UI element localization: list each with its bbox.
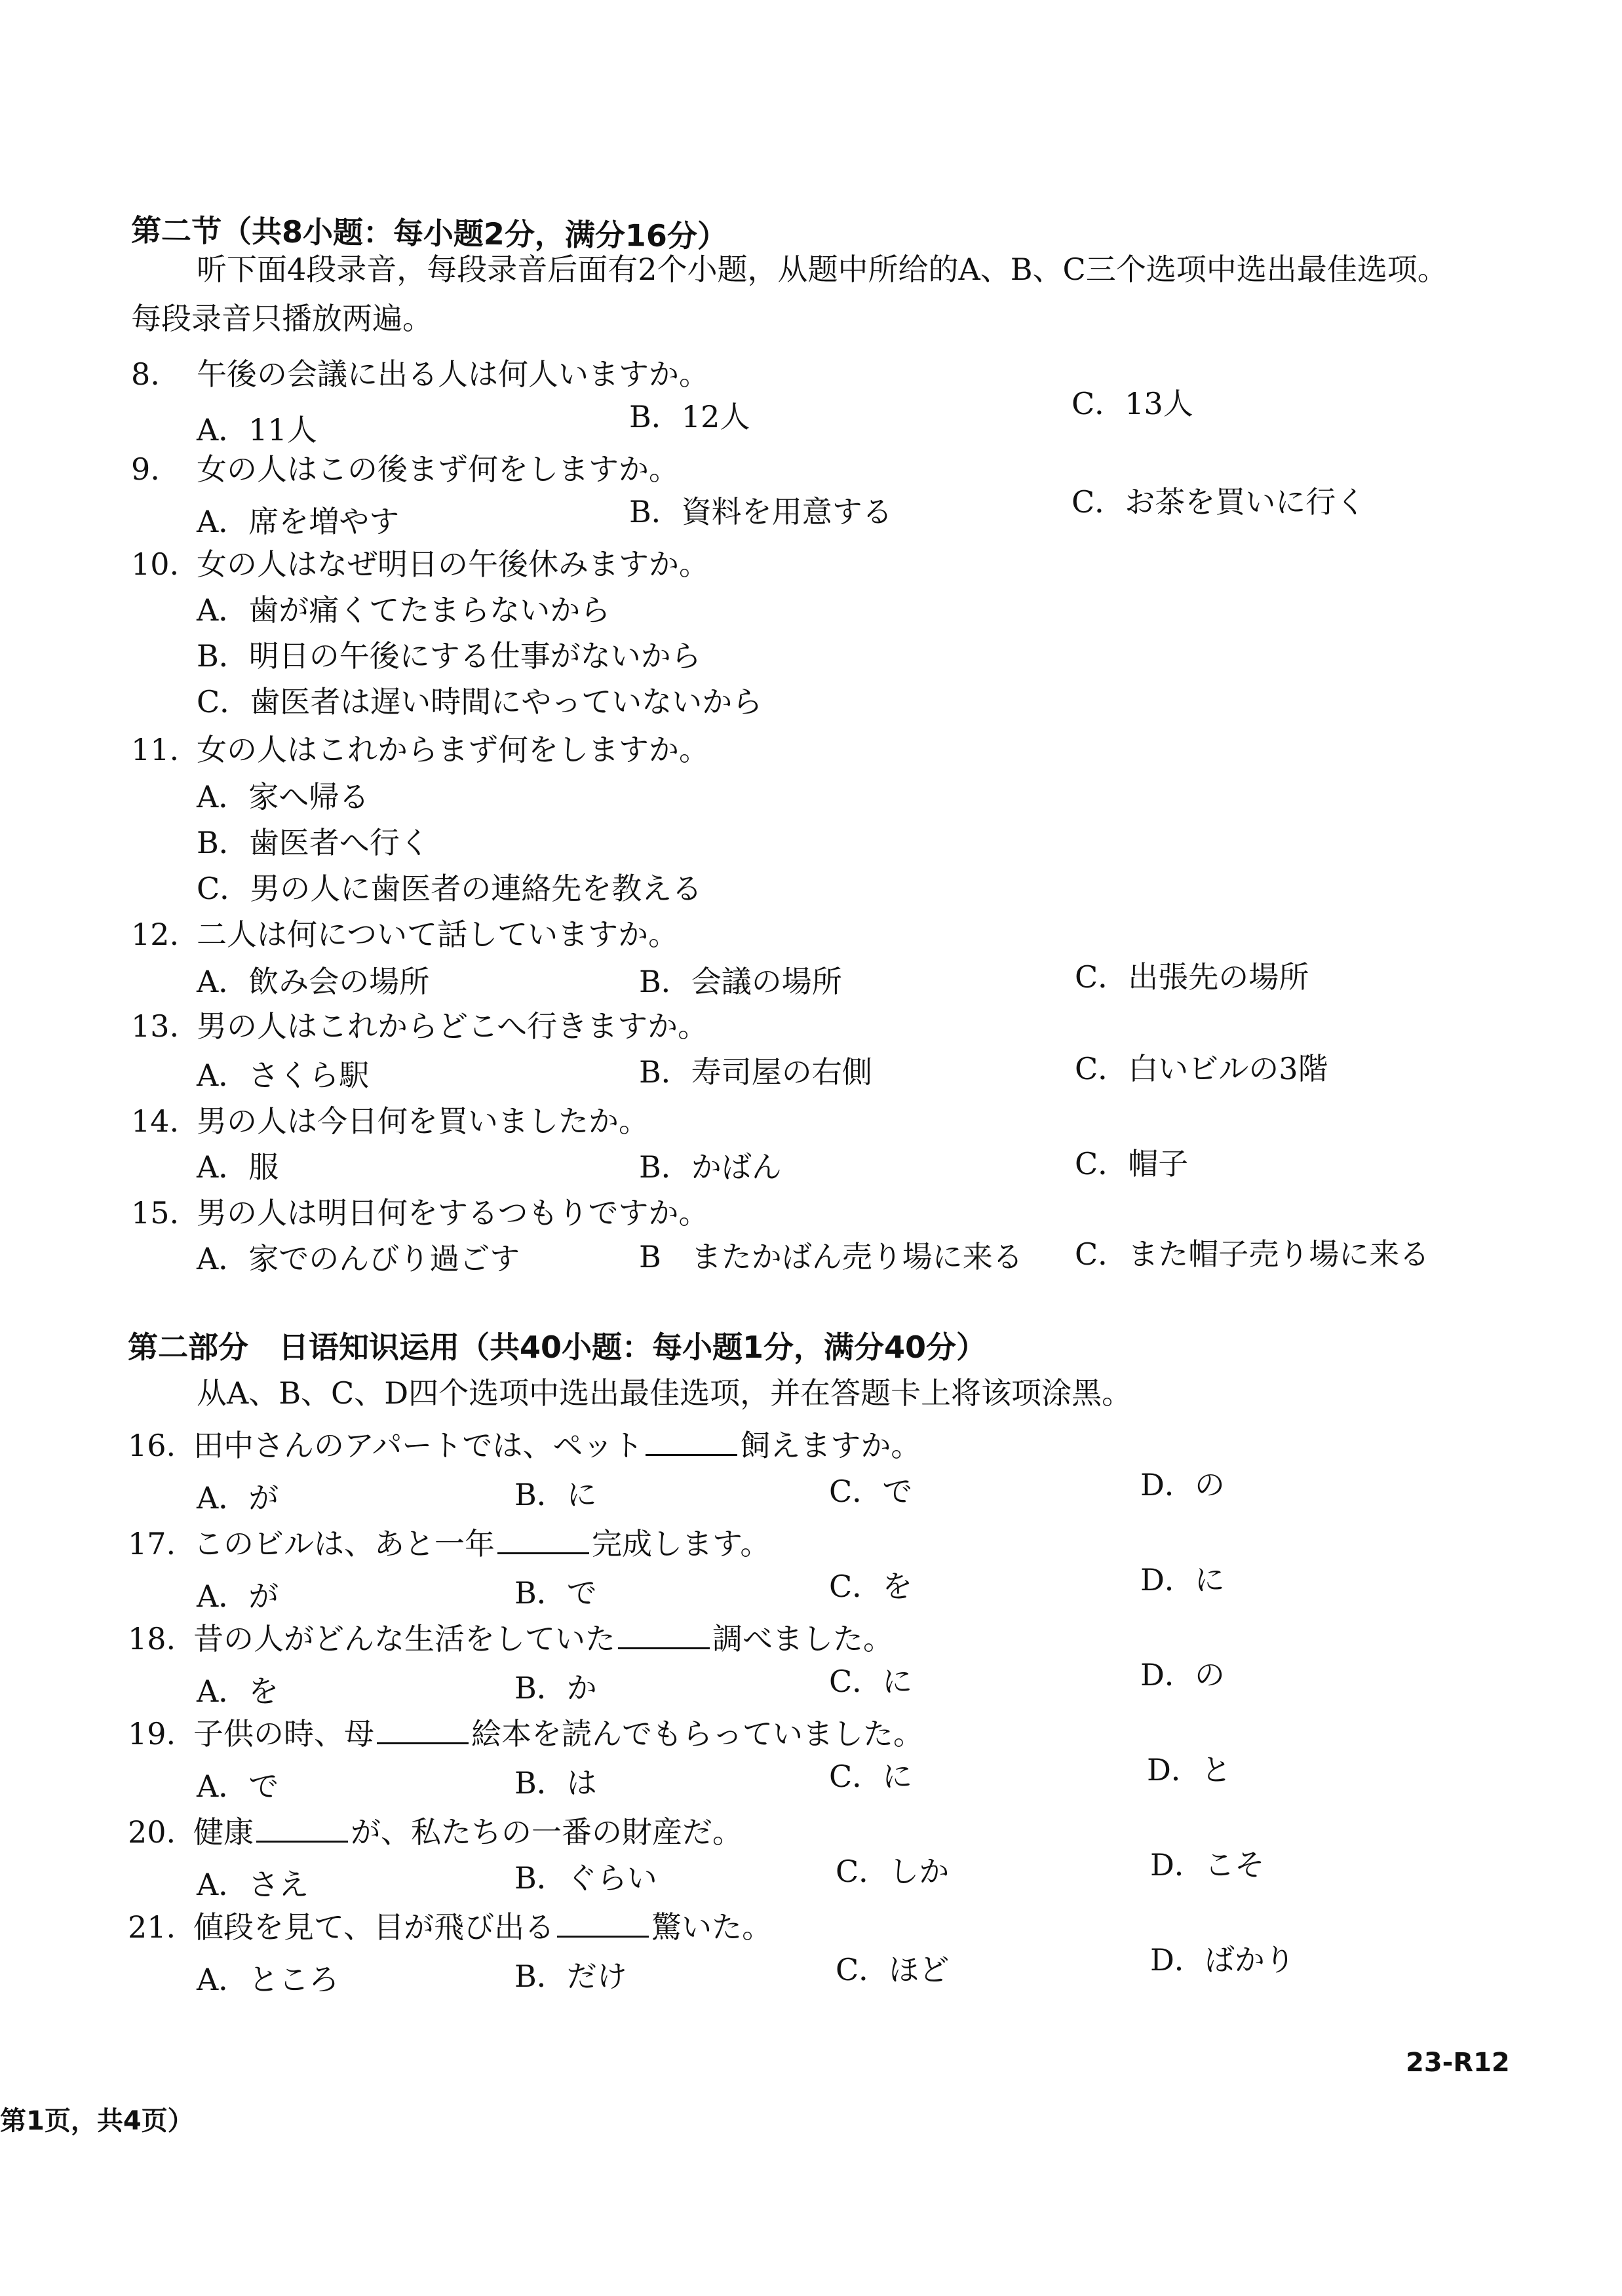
answer-blank <box>646 1430 737 1456</box>
option-a: A．服 <box>197 1149 279 1185</box>
option-c: C．お茶を買いに行く <box>1072 484 1366 520</box>
question-text: 女の人はこれからまず何をしますか。 <box>197 732 709 767</box>
option-b: B．明日の午後にする仕事がないから <box>197 638 701 674</box>
option-b: B またかばん売り場に来る <box>639 1239 1023 1274</box>
option-c: C．に <box>829 1759 913 1794</box>
question <box>131 446 679 489</box>
question-number: 14. <box>131 1103 180 1139</box>
question-text-pre: 田中さんのアパートでは、ペット <box>193 1428 644 1463</box>
question-number: 9. <box>131 451 160 487</box>
option-c: C．白いビルの3階 <box>1075 1051 1328 1086</box>
question-number: 12. <box>131 917 180 952</box>
answer-blank <box>256 1817 348 1843</box>
question-text: 男の人は今日何を買いましたか。 <box>197 1103 649 1139</box>
option-c: C．に <box>829 1664 913 1699</box>
option-b: B．12人 <box>629 399 750 434</box>
option-b: B．歯医者へ行く <box>197 825 430 860</box>
part-instruction: 从A、B、C、D四个选项中选出最佳选项，并在答题卡上将该项涂黑。 <box>197 1375 1132 1411</box>
question <box>131 351 709 394</box>
option-d: D．と <box>1147 1752 1231 1788</box>
option-d: D．こそ <box>1150 1847 1265 1883</box>
question <box>131 1189 709 1233</box>
option-d: D．ばかり <box>1150 1942 1295 1978</box>
question-number: 16. <box>128 1428 176 1463</box>
option-a: A．歯が痛くてたまらないから <box>197 592 611 628</box>
option-a: A．家へ帰る <box>197 779 370 814</box>
question-number: 11. <box>131 732 180 767</box>
question-number: 15. <box>131 1195 180 1231</box>
option-b: B．に <box>514 1477 597 1512</box>
option-c: C．しか <box>836 1854 950 1889</box>
question-text: 午後の会議に出る人は何人いますか。 <box>197 356 709 392</box>
option-a: A．席を増やす <box>197 504 400 539</box>
option-d: D．の <box>1140 1657 1225 1693</box>
question-text: 男の人はこれからどこへ行きますか。 <box>197 1008 708 1044</box>
option-a: A．で <box>197 1769 279 1804</box>
question-text-post: 調べました。 <box>712 1621 893 1656</box>
question <box>128 1710 923 1753</box>
question-number: 17. <box>128 1526 176 1561</box>
option-b: B．ぐらい <box>514 1860 657 1896</box>
option-a: A．飲み会の場所 <box>197 964 430 999</box>
option-b: B．は <box>514 1765 597 1801</box>
question-text: 二人は何について話していますか。 <box>197 917 679 952</box>
option-a: A．ところ <box>197 1962 339 1997</box>
question-text: 女の人はこの後まず何をしますか。 <box>197 451 679 487</box>
option-d: D．の <box>1140 1467 1225 1502</box>
question-text-pre: 値段を見て、目が飛び出る <box>193 1909 555 1945</box>
question <box>128 1808 743 1852</box>
question <box>128 1422 921 1465</box>
question-text: 男の人は明日何をするつもりですか。 <box>197 1195 709 1231</box>
answer-blank <box>377 1719 469 1744</box>
option-b: B．か <box>514 1670 597 1706</box>
section-instruction: 听下面4段录音，每段录音后面有2个小题，从题中所给的A、B、C三个选项中选出最佳选项。 <box>197 252 1448 287</box>
question-number: 20. <box>128 1814 176 1850</box>
question-text-post: が、私たちの一番の財産だ。 <box>351 1814 743 1850</box>
option-c: C．出張先の場所 <box>1075 959 1309 995</box>
option-c: C．歯医者は遅い時間にやっていないから <box>197 684 763 719</box>
option-c: C．13人 <box>1072 386 1193 421</box>
question <box>128 1615 893 1658</box>
answer-blank <box>497 1529 589 1554</box>
option-c: C．ほど <box>836 1952 950 1987</box>
question-text-post: 完成します。 <box>592 1526 771 1561</box>
section-heading: 第二节（共8小题：每小题2分，满分16分） <box>130 212 728 254</box>
question <box>128 1520 770 1563</box>
page-footer: 第1页，共4页） <box>0 2106 194 2136</box>
option-c: C．男の人に歯医者の連絡先を教える <box>197 871 703 906</box>
option-a: A．が <box>197 1480 279 1516</box>
question-text-post: 驚いた。 <box>651 1909 773 1945</box>
question-number: 8. <box>131 356 160 392</box>
option-a: A．が <box>197 1578 279 1614</box>
option-b: B．会議の場所 <box>639 964 842 999</box>
part-heading: 第二部分 日语知识运用（共40小题：每小题1分，满分40分） <box>128 1330 987 1365</box>
option-c: C．また帽子売り場に来る <box>1075 1236 1430 1272</box>
section-instruction-cont: 每段录音只播放两遍。 <box>131 301 433 336</box>
answer-blank <box>618 1624 710 1649</box>
question-number: 10. <box>131 546 180 582</box>
option-a: A．を <box>197 1674 279 1709</box>
option-b: B．寿司屋の右側 <box>639 1054 872 1090</box>
option-b: B．資料を用意する <box>629 494 893 529</box>
option-c: C．を <box>829 1569 913 1604</box>
question <box>131 1003 708 1046</box>
question-number: 21. <box>128 1909 176 1945</box>
question-number: 13. <box>131 1008 180 1044</box>
option-a: A．さくら駅 <box>197 1058 370 1093</box>
question-text-pre: 昔の人がどんな生活をしていた <box>193 1621 615 1656</box>
option-b: B．で <box>514 1575 597 1611</box>
question-text-post: 飼えますか。 <box>740 1428 921 1463</box>
question <box>131 541 709 584</box>
question-text: 女の人はなぜ明日の午後休みますか。 <box>197 546 709 582</box>
option-d: D．に <box>1140 1562 1225 1598</box>
question <box>131 1098 649 1141</box>
option-b: B．だけ <box>514 1959 627 1994</box>
question <box>128 1904 772 1947</box>
option-a: A．さえ <box>197 1867 309 1902</box>
question-text-pre: 健康 <box>193 1814 254 1850</box>
option-c: C．帽子 <box>1075 1146 1189 1181</box>
question-number: 19. <box>128 1716 176 1751</box>
answer-blank <box>557 1912 649 1938</box>
question-number: 18. <box>128 1621 176 1656</box>
option-c: C．で <box>829 1474 913 1509</box>
option-a: A．11人 <box>197 412 317 448</box>
question <box>131 726 709 769</box>
question-text-post: 絵本を読んでもらっていました。 <box>471 1716 923 1751</box>
option-b: B．かばん <box>639 1149 782 1185</box>
question-text-pre: このビルは、あと一年 <box>193 1526 495 1561</box>
option-a: A．家でのんびり過ごす <box>197 1241 520 1276</box>
page-code: 23-R12 <box>1406 2048 1510 2078</box>
question <box>131 911 678 954</box>
question-text-pre: 子供の時、母 <box>193 1716 374 1751</box>
